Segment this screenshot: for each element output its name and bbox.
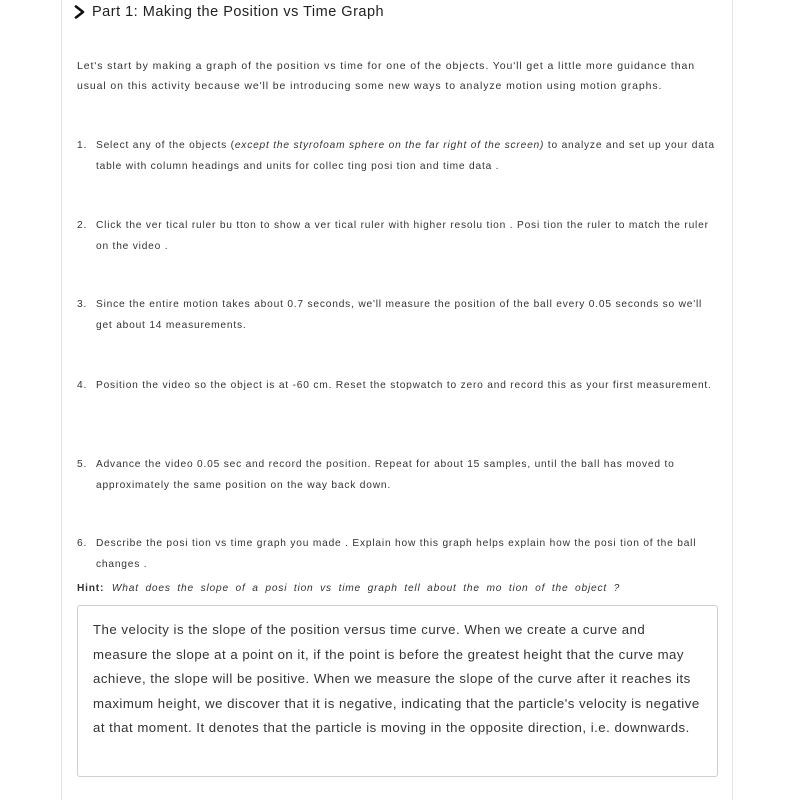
step-text: Click the ver tical ruler bu tton to show a ver tical ruler with higher resolu tion . Posi tion the ruler to match the ruler on the video . <box>96 220 709 252</box>
step-number: 4. <box>77 380 88 391</box>
step-text: Describe the posi tion vs time graph you made . Explain how this graph helps explain how the posi tion of the ball changes . <box>96 538 697 570</box>
step-1 <box>77 135 717 177</box>
step-text: Position the video so the object is at -60 cm. Reset the stopwatch to zero and record this as your first measurement. <box>96 380 712 391</box>
step-text: Advance the video 0.05 sec and record the position. Repeat for about 15 samples, until the ball has moved to approximately the same position on the way back down. <box>96 459 675 491</box>
hint <box>77 580 620 598</box>
step-number: 2. <box>77 220 88 231</box>
step-2 <box>77 215 717 257</box>
step-number: 1. <box>77 140 88 151</box>
step-number: 5. <box>77 459 88 470</box>
chevron-right-icon[interactable] <box>73 4 87 20</box>
step-6 <box>77 533 717 575</box>
section-header[interactable] <box>73 2 384 22</box>
intro-paragraph: Let's start by making a graph of the position vs time for one of the objects. You'll get a little more guidance than usual on this activity because we'll be introducing some new ways to analyze motion using motion graphs. <box>77 60 695 92</box>
hint-label: Hint: <box>77 583 105 594</box>
hint-text: What does the slope of a posi tion vs time graph tell about the mo tion of the object ? <box>111 583 621 594</box>
step-4 <box>77 375 717 396</box>
step-number: 3. <box>77 299 88 310</box>
step-number: 6. <box>77 538 88 549</box>
answer-textarea[interactable]: The velocity is the slope of the position versus time curve. When we create a curve and measure the slope at a point on it, if the point is before the greatest height that the curve may achieve, the slope will be positive. When we measure the slope of the curve after it reaches its maximum height, we discover that it is negative, indicating that the particle's velocity is negative at that moment. It denotes that the particle is moving in the opposite direction, i.e. downwards. <box>77 605 718 777</box>
step-3 <box>77 294 717 336</box>
step-text: Since the entire motion takes about 0.7 seconds, we'll measure the position of the ball every 0.05 seconds so we'll get about 14 measurements. <box>96 299 703 331</box>
step-text: Select any of the objects (except the styrofoam sphere on the far right of the screen) to analyze and set up your data table with column headings and units for collec ting posi tion and time data . <box>96 140 715 172</box>
step-text-italic: except the styrofoam sphere on the far right of the screen) <box>234 140 545 151</box>
step-5 <box>77 454 717 496</box>
section-title: Part 1: Making the Position vs Time Graph <box>92 4 385 20</box>
